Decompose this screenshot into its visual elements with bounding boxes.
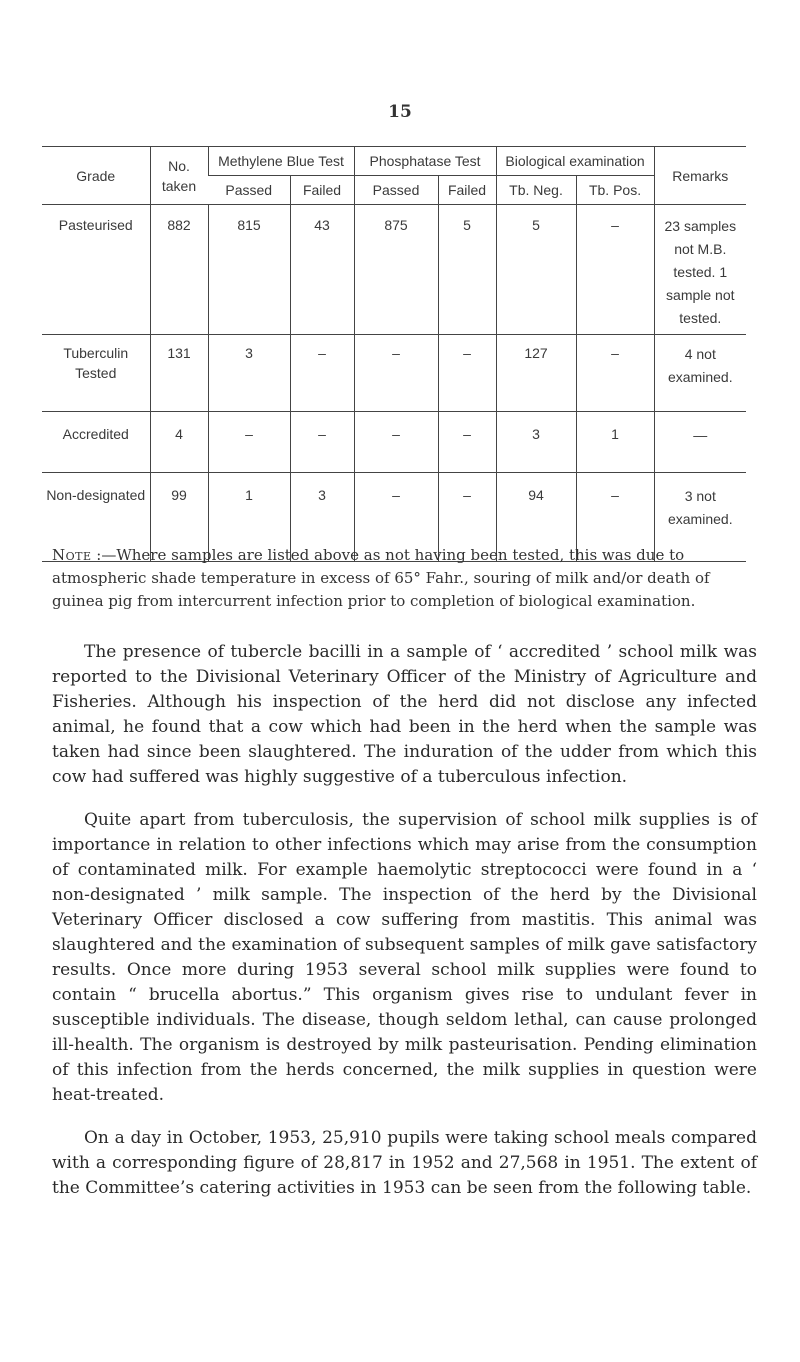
header-ph-passed: Passed	[354, 176, 438, 205]
paragraph-other-infections: Quite apart from tuberculosis, the supervision of school milk supplies is of importance in relation to other infections which may arise from the consumption of contaminated milk. For example haemolytic streptococci were found in a ‘ non-designated ’ milk sample. The inspection of the herd by the Divisional Veterinary Officer disclosed a cow suffering from mastitis. This animal was slaughtered and the examination of subsequent samples of milk gave satisfactory results. Once more during 1953 several school milk supplies were found to contain “ brucella abortus.” This organism gives rise to undulant fever in susceptible individuals. The disease, though seldom lethal, can cause prolonged ill-health. The organism is destroyed by milk pasteurisation. Pending elimination of this infection from the herds concerned, the milk supplies in question were heat-treated.	[52, 810, 757, 1105]
note-label: Note	[52, 546, 92, 564]
cell-mb-passed: –	[208, 412, 290, 473]
cell-ph-passed: –	[354, 473, 438, 562]
cell-remarks: 23 samples not M.B. tested. 1 sample not tested.	[654, 205, 746, 335]
cell-tb-neg: 127	[496, 335, 576, 412]
header-methylene-blue-test: Methylene Blue Test	[208, 147, 354, 176]
cell-grade: Accredited	[42, 412, 150, 473]
cell-remarks: 4 not examined.	[654, 335, 746, 412]
table-row	[42, 412, 746, 473]
header-mb-passed: Passed	[208, 176, 290, 205]
table-row	[42, 205, 746, 335]
header-mb-failed: Failed	[290, 176, 354, 205]
cell-mb-failed: –	[290, 335, 354, 412]
paragraph-accredited-milk: The presence of tubercle bacilli in a sample of ‘ accredited ’ school milk was reported to the Divisional Veterinary Officer of the Ministry of Agriculture and Fisheries. Although his inspection of the herd did not disclose any infected animal, he found that a cow which had been in the herd when the sample was taken had since been slaughtered. The induration of the udder from which this cow had suffered was highly suggestive of a tuberculous infection.	[52, 642, 757, 787]
header-grade: Grade	[42, 147, 150, 205]
cell-grade: Non-designated	[42, 473, 150, 562]
cell-tb-neg: 94	[496, 473, 576, 562]
header-biological-examination: Biological examination	[496, 147, 654, 176]
header-tb-neg: Tb. Neg.	[496, 176, 576, 205]
cell-tb-pos: –	[576, 205, 654, 335]
table-row	[42, 335, 746, 412]
cell-ph-passed: –	[354, 412, 438, 473]
table-note	[52, 544, 752, 613]
page-number: 15	[388, 102, 412, 122]
paragraph-school-meals: On a day in October, 1953, 25,910 pupils were taking school meals compared with a corresponding figure of 28,817 in 1952 and 27,568 in 1951. The extent of the Committee’s catering activities in 1953 can be seen from the following table.	[52, 1128, 757, 1198]
header-remarks: Remarks	[654, 147, 746, 205]
cell-mb-passed: 815	[208, 205, 290, 335]
cell-ph-failed: –	[438, 473, 496, 562]
cell-mb-failed: –	[290, 412, 354, 473]
cell-grade: Tuberculin Tested	[42, 335, 150, 412]
cell-no-taken: 99	[150, 473, 208, 562]
header-ph-failed: Failed	[438, 176, 496, 205]
header-phosphatase-test: Phosphatase Test	[354, 147, 496, 176]
cell-mb-failed: 43	[290, 205, 354, 335]
header-no-taken: No. taken	[150, 147, 208, 205]
cell-ph-passed: 875	[354, 205, 438, 335]
cell-ph-failed: –	[438, 335, 496, 412]
cell-remarks: 3 not examined.	[654, 473, 746, 562]
cell-mb-passed: 3	[208, 335, 290, 412]
cell-ph-failed: 5	[438, 205, 496, 335]
milk-samples-table	[42, 146, 746, 562]
cell-no-taken: 4	[150, 412, 208, 473]
cell-ph-failed: –	[438, 412, 496, 473]
cell-remarks: —	[654, 412, 746, 473]
cell-no-taken: 882	[150, 205, 208, 335]
header-tb-pos: Tb. Pos.	[576, 176, 654, 205]
note-text: :—Where samples are listed above as not having been tested, this was due to atmospheric shade temperature in excess of 65° Fahr., souring of milk and/or death of guinea pig from intercurrent infection prior to completion of biological examination.	[52, 546, 710, 610]
cell-tb-pos: –	[576, 335, 654, 412]
cell-tb-pos: 1	[576, 412, 654, 473]
header-row-1	[42, 147, 746, 176]
cell-no-taken: 131	[150, 335, 208, 412]
cell-tb-pos: –	[576, 473, 654, 562]
cell-grade: Pasteurised	[42, 205, 150, 335]
cell-ph-passed: –	[354, 335, 438, 412]
cell-tb-neg: 5	[496, 205, 576, 335]
cell-mb-failed: 3	[290, 473, 354, 562]
cell-mb-passed: 1	[208, 473, 290, 562]
body-text	[52, 640, 757, 1219]
cell-tb-neg: 3	[496, 412, 576, 473]
